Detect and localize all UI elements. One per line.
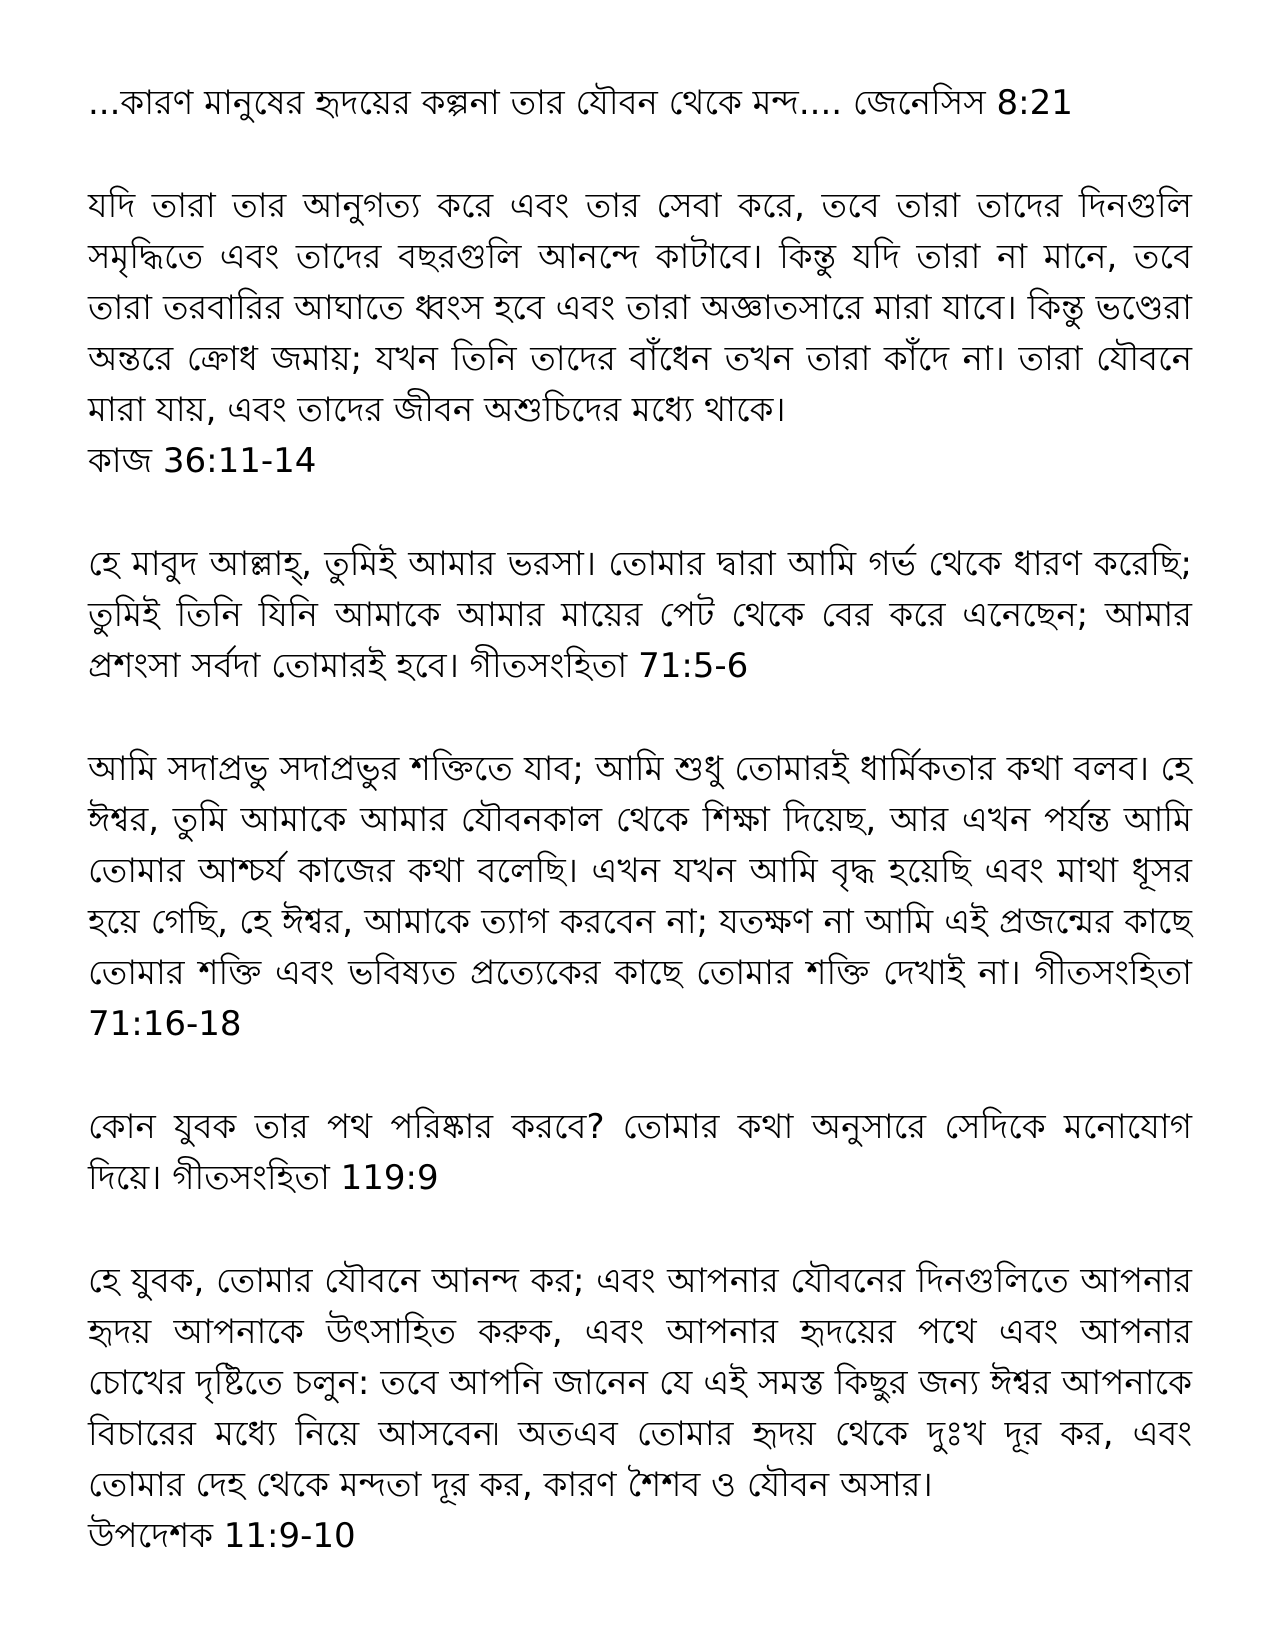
reference-job: কাজ 36:11-14 bbox=[88, 441, 317, 481]
passage-psalm-71-5: হে মাবুদ আল্লাহ্, তুমিই আমার ভরসা। তোমার দ্বারা আমি গর্ভ থেকে ধারণ করেছি; তুমিই তিনি যিনি আমাকে আমার মায়ের পেট থেকে বের করে এনেছেন; আমার প্রশংসা সর্বদা তোমারই হবে। গীতসংহিতা 71:5-6 bbox=[88, 544, 1192, 686]
paragraph-spacer bbox=[88, 129, 1192, 181]
document-page bbox=[88, 78, 1192, 1562]
paragraph-spacer bbox=[88, 1050, 1192, 1102]
passage-ecclesiastes: হে যুবক, তোমার যৌবনে আনন্দ কর; এবং আপনার যৌবনের দিনগুলিতে আপনার হৃদয় আপনাকে উৎসাহিত করুক, এবং আপনার হৃদয়ের পথে এবং আপনার চোখের দৃষ্টিতে চলুন: তবে আপনি জানেন যে এই সমস্ত কিছুর জন্য ঈশ্বর আপনাকে বিচারের মধ্যে নিয়ে আসবেন৷ অতএব তোমার হৃদয় থেকে দুঃখ দূর কর, এবং তোমার দেহ থেকে মন্দতা দূর কর, কারণ শৈশব ও যৌবন অসার। bbox=[88, 1261, 1192, 1505]
passage-psalm-119: কোন যুবক তার পথ পরিষ্কার করবে? তোমার কথা অনুসারে সেদিকে মনোযোগ দিয়ে। গীতসংহিতা 119:9 bbox=[88, 1107, 1192, 1198]
passage-genesis: ...কারণ মানুষের হৃদয়ের কল্পনা তার যৌবন থেকে মন্দ.... জেনেসিস 8:21 bbox=[88, 83, 1073, 123]
passage-job: যদি তারা তার আনুগত্য করে এবং তার সেবা করে, তবে তারা তাদের দিনগুলি সমৃদ্ধিতে এবং তাদের বছরগুলি আনন্দে কাটাবে। কিন্তু যদি তারা না মানে, তবে তারা তরবারির আঘাতে ধ্বংস হবে এবং তারা অজ্ঞাতসারে মারা যাবে। কিন্তু ভণ্ডেরা অন্তরে ক্রোধ জমায়; যখন তিনি তাদের বাঁধেন তখন তারা কাঁদে না। তারা যৌবনে মারা যায়, এবং তাদের জীবন অশুচিদের মধ্যে থাকে। bbox=[88, 186, 1192, 430]
reference-ecclesiastes: উপদেশক 11:9-10 bbox=[88, 1516, 356, 1556]
paragraph-spacer bbox=[88, 487, 1192, 539]
passage-psalm-71-16: আমি সদাপ্রভু সদাপ্রভুর শক্তিতে যাব; আমি শুধু তোমারই ধার্মিকতার কথা বলব। হে ঈশ্বর, তুমি আমাকে আমার যৌবনকাল থেকে শিক্ষা দিয়েছ, আর এখন পর্যন্ত আমি তোমার আশ্চর্য কাজের কথা বলেছি। এখন যখন আমি বৃদ্ধ হয়েছি এবং মাথা ধূসর হয়ে গেছি, হে ঈশ্বর, আমাকে ত্যাগ করবেন না; যতক্ষণ না আমি এই প্রজন্মের কাছে তোমার শক্তি এবং ভবিষ্যত প্রত্যেকের কাছে তোমার শক্তি দেখাই না। গীতসংহিতা 71:16-18 bbox=[88, 749, 1192, 1044]
paragraph-spacer bbox=[88, 692, 1192, 744]
paragraph-spacer bbox=[88, 1204, 1192, 1256]
